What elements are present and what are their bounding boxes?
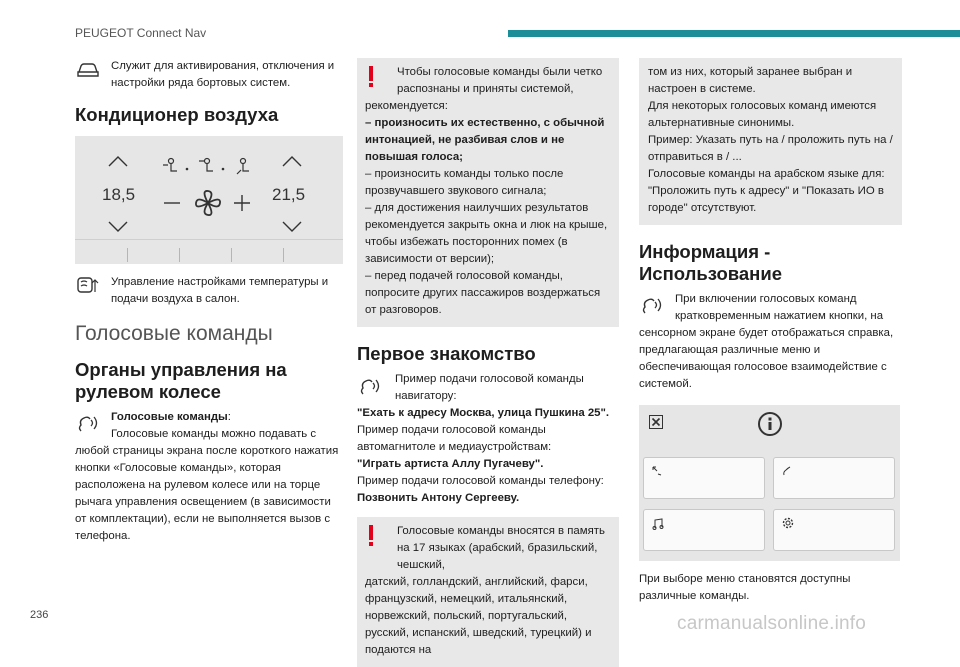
voice-icon: [357, 375, 383, 397]
menu-tile-media: [643, 509, 765, 551]
info-block: При включении голосовых команд кратковременным нажатием кнопки, на: [639, 291, 902, 325]
navigation-icon: [652, 466, 662, 476]
header-accent-bar: [508, 30, 960, 37]
climate-caption-block: [75, 274, 343, 308]
menu-tile-navigation: [643, 457, 765, 499]
voice-icon: [75, 412, 101, 434]
fan-icon: [193, 188, 223, 218]
close-icon: [649, 415, 663, 429]
watermark: carmanualsonline.info: [677, 613, 867, 634]
note-synonyms: том из них, который заранее выбран и настроен в системе. Для некоторых голосовых команд имеются альтернативные синонимы. Пример: Указать путь на / проложить путь на / отправиться в / ... Голосовые команды на арабском языке для: "Проложить путь к адресу" и "Показать ИО в городе" отсутствуют.: [639, 58, 902, 225]
column-1: [75, 58, 343, 545]
chevron-up-icon: [107, 154, 129, 168]
menu-tile-phone: [773, 457, 895, 499]
intro-block: [75, 58, 343, 92]
plus-icon: [233, 194, 251, 212]
music-icon: [652, 518, 664, 530]
wheel-block: Голосовые команды: Голосовые команды можно подавать с: [75, 409, 343, 443]
chevron-down-icon: [281, 220, 303, 234]
heading-info: Информация - Использование: [639, 241, 783, 284]
note-languages: Голосовые команды вносятся в память на 17 языках (арабский, бразильский, чешский, датский, голландский, английский, фарси, французский, немецкий, итальянский, норвежский, польский, португальский, русский, испанский, шведский, турецкий) и подаются на: [357, 517, 619, 667]
car-settings-icon: [75, 58, 101, 80]
chevron-down-icon: [107, 220, 129, 234]
air-vent-icon: [75, 274, 101, 296]
air-distribution-icon: [161, 156, 257, 178]
intro-text: Служит для активирования, отключения и настройки ряда бортовых систем.: [111, 60, 335, 89]
column-2: Чтобы голосовые команды были четко распознаны и приняты системой, рекомендуется: – произносить их естественно, с обычной интонацией, не разбивая слов и не повышая голоса; – произносить команды только после прозвучавшего звукового сигнала; – для достижения наилучших результатов рекомендуется закрыть окна и люк на крыше, чтобы избежать посторонних помех (в зависимости от версии); – перед подачей голосовой команды, попросите других пассажиров воздержаться от разговоров. Первое знакомство Пример подачи голосовой команды навигатору: "Ехать к адресу Москва, улица Пушкина 25". Пример подачи голосовой команды автомагнитоле и медиаустройствам: "Играть артиста Аллу Пугачеву". Пример подачи голосовой команды телефону: Позвонить Антону Сергееву. Голосовые команды вносятся в память на 17 языках (арабский, бразильский, чешский, датский, голландский, английский, фарси, французский, немецкий, итальянский, норвежский, польский, португальский, русский, испанский, шведский, турецкий) и подаются на: [357, 58, 619, 667]
heading-first: Первое знакомство: [357, 343, 536, 364]
heading-wheel: Органы управления на рулевом колесе: [75, 359, 287, 402]
climate-caption: Управление настройками температуры и подачи воздуха в салон.: [111, 276, 329, 305]
temp-right: 21,5: [272, 185, 306, 204]
gear-icon: [782, 517, 794, 529]
wheel-label: Голосовые команды: [111, 411, 228, 423]
voice-icon: [639, 294, 665, 316]
warning-icon: [367, 525, 375, 547]
column-3: том из них, который заранее выбран и настроен в системе. Для некоторых голосовых команд имеются альтернативные синонимы. Пример: Указать путь на / проложить путь на / отправиться в / ... Голосовые команды на арабском языке для: "Проложить путь к адресу" и "Показать ИО в городе" отсутствуют. Информация - Использование При включении голосовых команд кратковременным нажатием кнопки, на сенсорном экране будет отображаться справка, предлагающая различные меню и обеспечивающая голосовое взаимодействие с системой. При выборе меню становятся доступны различные команды.: [639, 58, 902, 605]
climate-screenshot: [75, 136, 343, 264]
menu-tile-settings: [773, 509, 895, 551]
running-header: PEUGEOT Connect Nav: [75, 26, 207, 40]
phone-icon: [782, 466, 792, 476]
wheel-text-1: Голосовые команды можно подавать с: [111, 428, 317, 440]
menu-caption: При выборе меню становятся доступны различные команды.: [639, 573, 851, 602]
warning-icon: [367, 66, 375, 88]
first-block: Пример подачи голосовой команды навигатору:: [357, 371, 619, 405]
temp-left: 18,5: [102, 185, 136, 204]
wheel-text-2: любой страницы экрана после короткого нажатия кнопки «Голосовые команды», которая расположена на рулевом колесе или на торце рычага управления освещением (в зависимости от комплектации), если не выполняется вызов с телефона.: [75, 445, 339, 542]
chevron-up-icon: [281, 154, 303, 168]
minus-icon: [163, 200, 181, 206]
info-icon: [757, 411, 783, 437]
voice-menu-screenshot: [639, 405, 900, 561]
heading-voice: Голосовые команды: [75, 322, 273, 345]
page-number: 236: [30, 609, 49, 621]
note-recommendations: Чтобы голосовые команды были четко распознаны и приняты системой, рекомендуется: – произносить их естественно, с обычной интонацией, не разбивая слов и не повышая голоса; – произносить команды только после прозвучавшего звукового сигнала; – для достижения наилучших результатов рекомендуется закрыть окна и люк на крыше, чтобы избежать посторонних помех (в зависимости от версии); – перед подачей голосовой команды, попросите других пассажиров воздержаться от разговоров.: [357, 58, 619, 327]
heading-air: Кондиционер воздуха: [75, 104, 279, 125]
